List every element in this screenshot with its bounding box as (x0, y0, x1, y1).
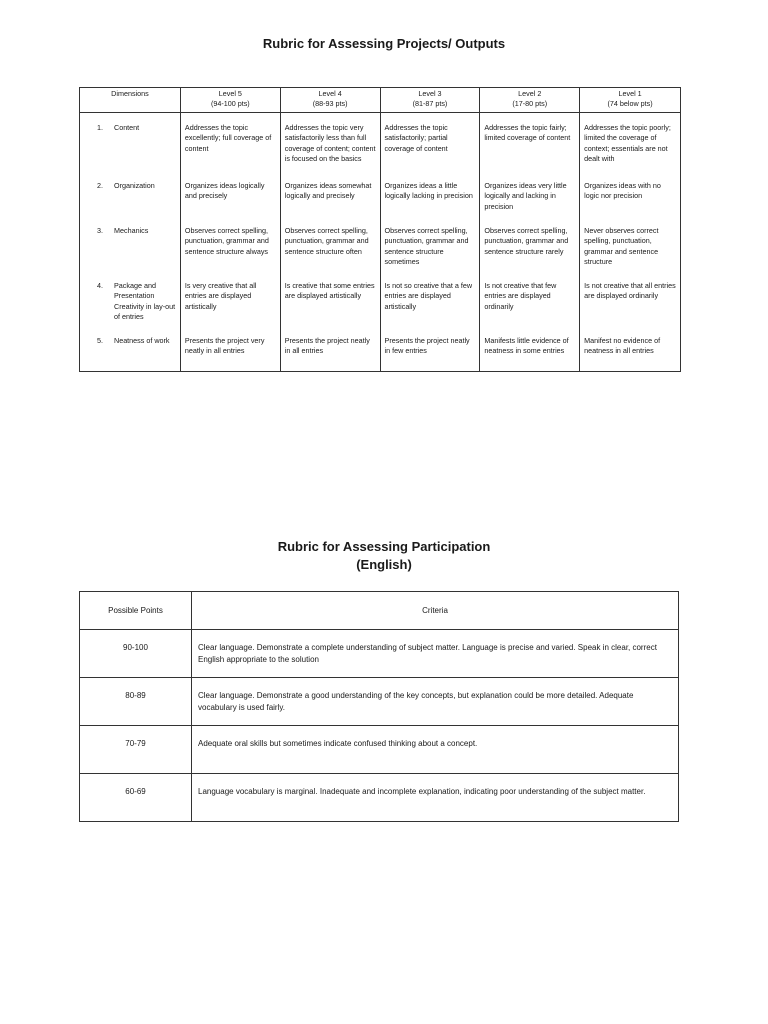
dimension-cell (80, 113, 181, 182)
rubric-cell: Organizes ideas somewhat logically and precisely (280, 181, 380, 226)
level-points: (17-80 pts) (512, 99, 548, 109)
level-label: Level 2 (518, 89, 542, 98)
table-row (80, 281, 681, 336)
level-4-header (280, 88, 380, 113)
table-row (80, 726, 679, 774)
rubric-cell: Organizes ideas a little logically lacking in precision (380, 181, 480, 226)
dimension-cell (80, 226, 181, 281)
rubric-cell: Observes correct spelling, punctuation, grammar and sentence structure sometimes (380, 226, 480, 281)
rubric-cell: Organizes ideas logically and precisely (180, 181, 280, 226)
points-cell: 60-69 (80, 774, 192, 822)
dimension-label: Content (114, 123, 140, 132)
rubric-cell: Addresses the topic fairly; limited coverage of content (480, 113, 580, 182)
level-points: (74 below pts) (607, 99, 653, 109)
rubric-cell: Addresses the topic excellently; full coverage of content (180, 113, 280, 182)
participation-rubric-table (79, 591, 679, 822)
table-row (80, 678, 679, 726)
dimension-label: Mechanics (114, 226, 149, 235)
header-row (80, 88, 681, 113)
rubric-cell: Manifest no evidence of neatness in all entries (580, 336, 681, 372)
rubric-cell: Observes correct spelling, punctuation, grammar and sentence structure often (280, 226, 380, 281)
dimension-number: 3. (97, 226, 103, 235)
projects-rubric-table (79, 87, 681, 372)
rubric-cell: Presents the project neatly in few entries (380, 336, 480, 372)
level-5-header (180, 88, 280, 113)
level-points: (88-93 pts) (312, 99, 348, 109)
level-points: (81-87 pts) (412, 99, 448, 109)
level-3-header (380, 88, 480, 113)
rubric-cell: Observes correct spelling, punctuation, grammar and sentence structure rarely (480, 226, 580, 281)
level-2-header (480, 88, 580, 113)
criteria-cell: Clear language. Demonstrate a complete understanding of subject matter. Language is precise and varied. Speak in clear, correct English appropriate to the solution (192, 630, 679, 678)
dimension-number: 1. (97, 123, 103, 132)
rubric-cell: Is very creative that all entries are displayed artistically (180, 281, 280, 336)
dimension-label: Organization (114, 181, 155, 190)
table-row (80, 226, 681, 281)
table-row (80, 630, 679, 678)
level-label: Level 1 (618, 89, 642, 98)
rubric-cell: Is not creative that all entries are displayed ordinarily (580, 281, 681, 336)
rubric-cell: Addresses the topic poorly; limited the coverage of context; essentials are not dealt with (580, 113, 681, 182)
dimension-number: 2. (97, 181, 103, 190)
table-row (80, 336, 681, 372)
rubric-cell: Organizes ideas very little logically and lacking in precision (480, 181, 580, 226)
rubric-cell: Never observes correct spelling, punctuation, grammar and sentence structure (580, 226, 681, 281)
rubric-cell: Presents the project neatly in all entries (280, 336, 380, 372)
dimension-cell (80, 281, 181, 336)
rubric-cell: Addresses the topic very satisfactorily less than full coverage of content; content is focused on the basics (280, 113, 380, 182)
level-1-header (580, 88, 681, 113)
possible-points-header: Possible Points (80, 592, 192, 630)
title-subline: (English) (356, 557, 412, 572)
level-label: Level 3 (418, 89, 442, 98)
participation-rubric-title (0, 538, 768, 574)
criteria-cell: Adequate oral skills but sometimes indicate confused thinking about a concept. (192, 726, 679, 774)
criteria-cell: Clear language. Demonstrate a good understanding of the key concepts, but explanation could be more detailed. Adequate vocabulary is used fairly. (192, 678, 679, 726)
rubric-cell: Organizes ideas with no logic nor precision (580, 181, 681, 226)
rubric-cell: Is not creative that few entries are displayed ordinarily (480, 281, 580, 336)
rubric-cell: Addresses the topic satisfactorily; partial coverage of content (380, 113, 480, 182)
rubric-cell: Is not so creative that a few entries are displayed artistically (380, 281, 480, 336)
dimension-label: Neatness of work (114, 336, 170, 345)
points-cell: 80-89 (80, 678, 192, 726)
header-row (80, 592, 679, 630)
points-cell: 70-79 (80, 726, 192, 774)
dimension-number: 5. (97, 336, 103, 345)
dimension-number: 4. (97, 281, 103, 290)
level-points: (94-100 pts) (210, 99, 250, 109)
level-label: Level 4 (318, 89, 342, 98)
dimension-label: Package and Presentation Creativity in lay-out of entries (114, 281, 176, 322)
title-line: Rubric for Assessing Participation (277, 539, 491, 554)
dimensions-header: Dimensions (80, 88, 181, 113)
level-label: Level 5 (218, 89, 242, 98)
rubric-cell: Observes correct spelling, punctuation, grammar and sentence structure always (180, 226, 280, 281)
rubric-cell: Presents the project very neatly in all entries (180, 336, 280, 372)
dimension-cell (80, 181, 181, 226)
points-cell: 90-100 (80, 630, 192, 678)
projects-rubric-title: Rubric for Assessing Projects/ Outputs (262, 36, 506, 51)
criteria-cell: Language vocabulary is marginal. Inadequate and incomplete explanation, indicating poor understanding of the subject matter. (192, 774, 679, 822)
rubric-cell: Manifests little evidence of neatness in some entries (480, 336, 580, 372)
dimension-cell (80, 336, 181, 372)
criteria-header: Criteria (192, 592, 679, 630)
rubric-cell: Is creative that some entries are displayed artistically (280, 281, 380, 336)
table-row (80, 113, 681, 182)
table-row (80, 181, 681, 226)
table-row (80, 774, 679, 822)
